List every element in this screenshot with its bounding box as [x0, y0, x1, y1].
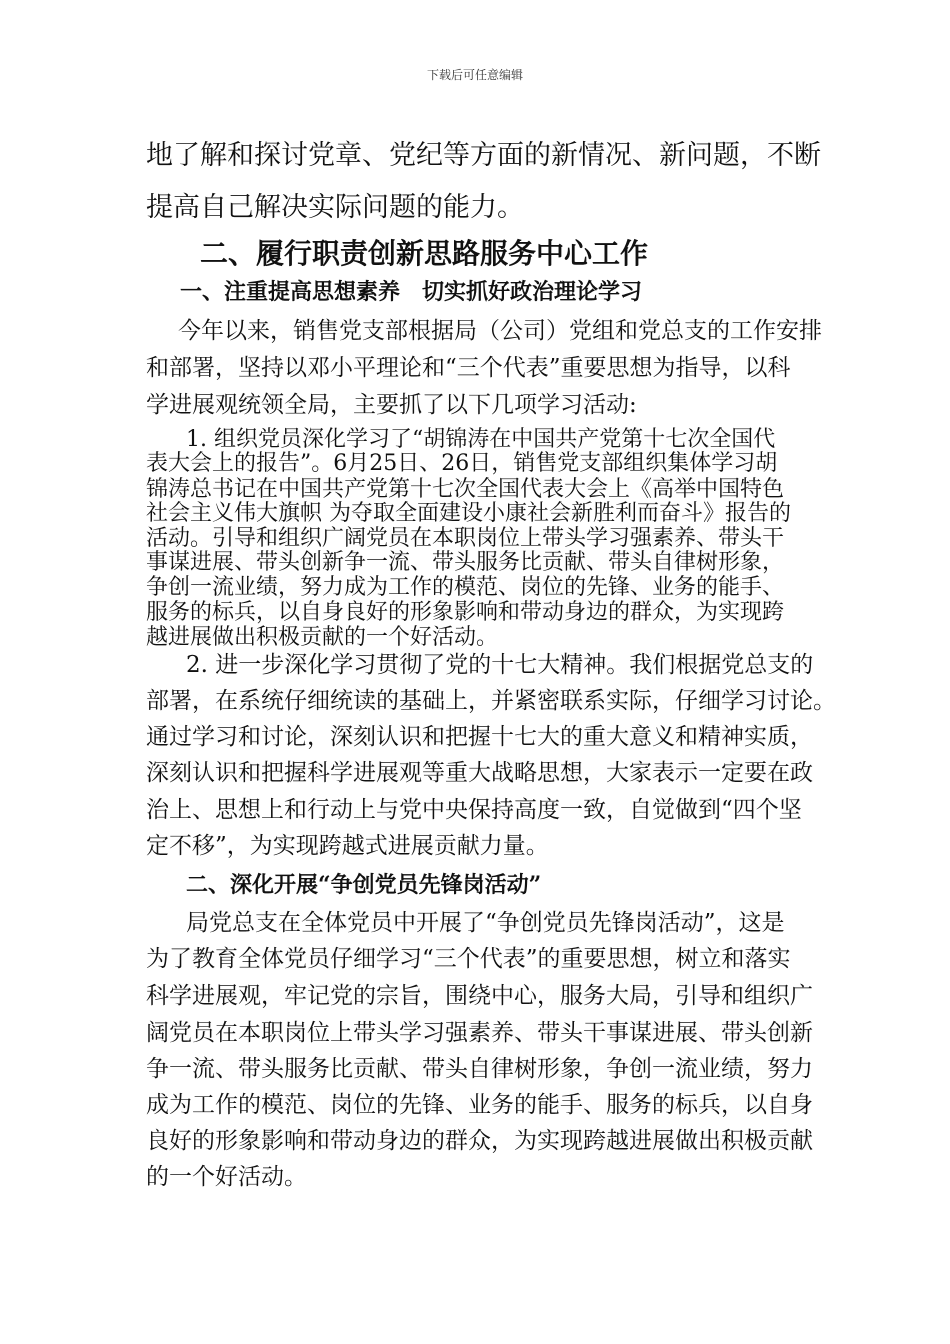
sub2-para-line-5: 争一流、带头服务比贡献、带头自律树形象，争创一流业绩，努力	[146, 1056, 813, 1082]
sub1-para-line-3: 学进展观统领全局，主要抓了以下几项学习活动:	[146, 392, 637, 418]
sub2-para-line-3: 科学进展观，牢记党的宗旨，围绕中心，服务大局，引导和组织广	[146, 983, 813, 1009]
item2-line-4: 深刻认识和把握科学进展观等重大战略思想，大家表示一定要在政	[146, 760, 813, 786]
sub2-para-line-1: 局党总支在全体党员中开展了“争创党员先锋岗活动”，这是	[186, 910, 785, 936]
item1-line-5: 活动。引导和组织广阔党员在本职岗位上带头学习强素养、带头干	[146, 526, 785, 551]
page-header-note: 下载后可任意编辑	[426, 68, 523, 82]
sub1-para-line-2: 和部署，坚持以邓小平理论和“三个代表”重要思想为指导，以科	[146, 355, 791, 381]
intro-line-2: 提高自己解决实际问题的能力。	[146, 192, 524, 223]
item1-line-9: 越进展做出积极贡献的一个好活动。	[146, 625, 499, 650]
item1-line-4: 社会主义伟大旗帜 为夺取全面建设小康社会新胜利而奋斗》报告的	[146, 501, 791, 526]
item1-line-1: 1. 组织党员深化学习了“胡锦涛在中国共产党第十七次全国代	[186, 427, 776, 452]
item1-line-2: 表大会上的报告”。6月25日、26日，销售党支部组织集体学习胡	[146, 451, 778, 476]
intro-line-1: 地了解和探讨党章、党纪等方面的新情况、新问题，不断	[146, 140, 821, 171]
sub2-para-line-7: 良好的形象影响和带动身边的群众，为实现跨越进展做出积极贡献	[146, 1128, 813, 1154]
item2-line-5: 治上、思想上和行动上与党中央保持高度一致，自觉做到“四个坚	[146, 797, 802, 823]
subsection-1-title: 一、注重提高思想素养 切实抓好政治理论学习	[180, 279, 643, 305]
item1-line-3: 锦涛总书记在中国共产党第十七次全国代表大会上《高举中国特色	[146, 477, 785, 502]
item1-line-7: 争创一流业绩，努力成为工作的模范、岗位的先锋、业务的能手、	[146, 575, 785, 600]
subsection-2-title: 二、深化开展“争创党员先锋岗活动”	[186, 872, 542, 898]
item2-line-6: 定不移”，为实现跨越式进展贡献力量。	[146, 833, 549, 859]
sub2-para-line-4: 阔党员在本职岗位上带头学习强素养、带头干事谋进展、带头创新	[146, 1020, 813, 1046]
item1-line-6: 事谋进展、带头创新争一流、带头服务比贡献、带头自律树形象，	[146, 550, 785, 575]
sub2-para-line-8: 的一个好活动。	[146, 1164, 307, 1190]
item2-line-3: 通过学习和讨论，深刻认识和把握十七大的重大意义和精神实质，	[146, 724, 813, 750]
item2-line-2: 部署，在系统仔细统读的基础上，并紧密联系实际，仔细学习讨论。	[146, 688, 836, 714]
sub2-para-line-6: 成为工作的模范、岗位的先锋、业务的能手、服务的标兵，以自身	[146, 1092, 813, 1118]
sub2-para-line-2: 为了教育全体党员仔细学习“三个代表”的重要思想，树立和落实	[146, 946, 791, 972]
item2-line-1: 2. 进一步深化学习贯彻了党的十七大精神。我们根据党总支的	[186, 652, 814, 678]
item1-line-8: 服务的标兵，以自身良好的形象影响和带动身边的群众，为实现跨	[146, 600, 785, 625]
sub1-para-line-1: 今年以来，销售党支部根据局（公司）党组和党总支的工作安排	[178, 318, 822, 344]
section-title: 二、履行职责创新思路服务中心工作	[200, 237, 649, 270]
